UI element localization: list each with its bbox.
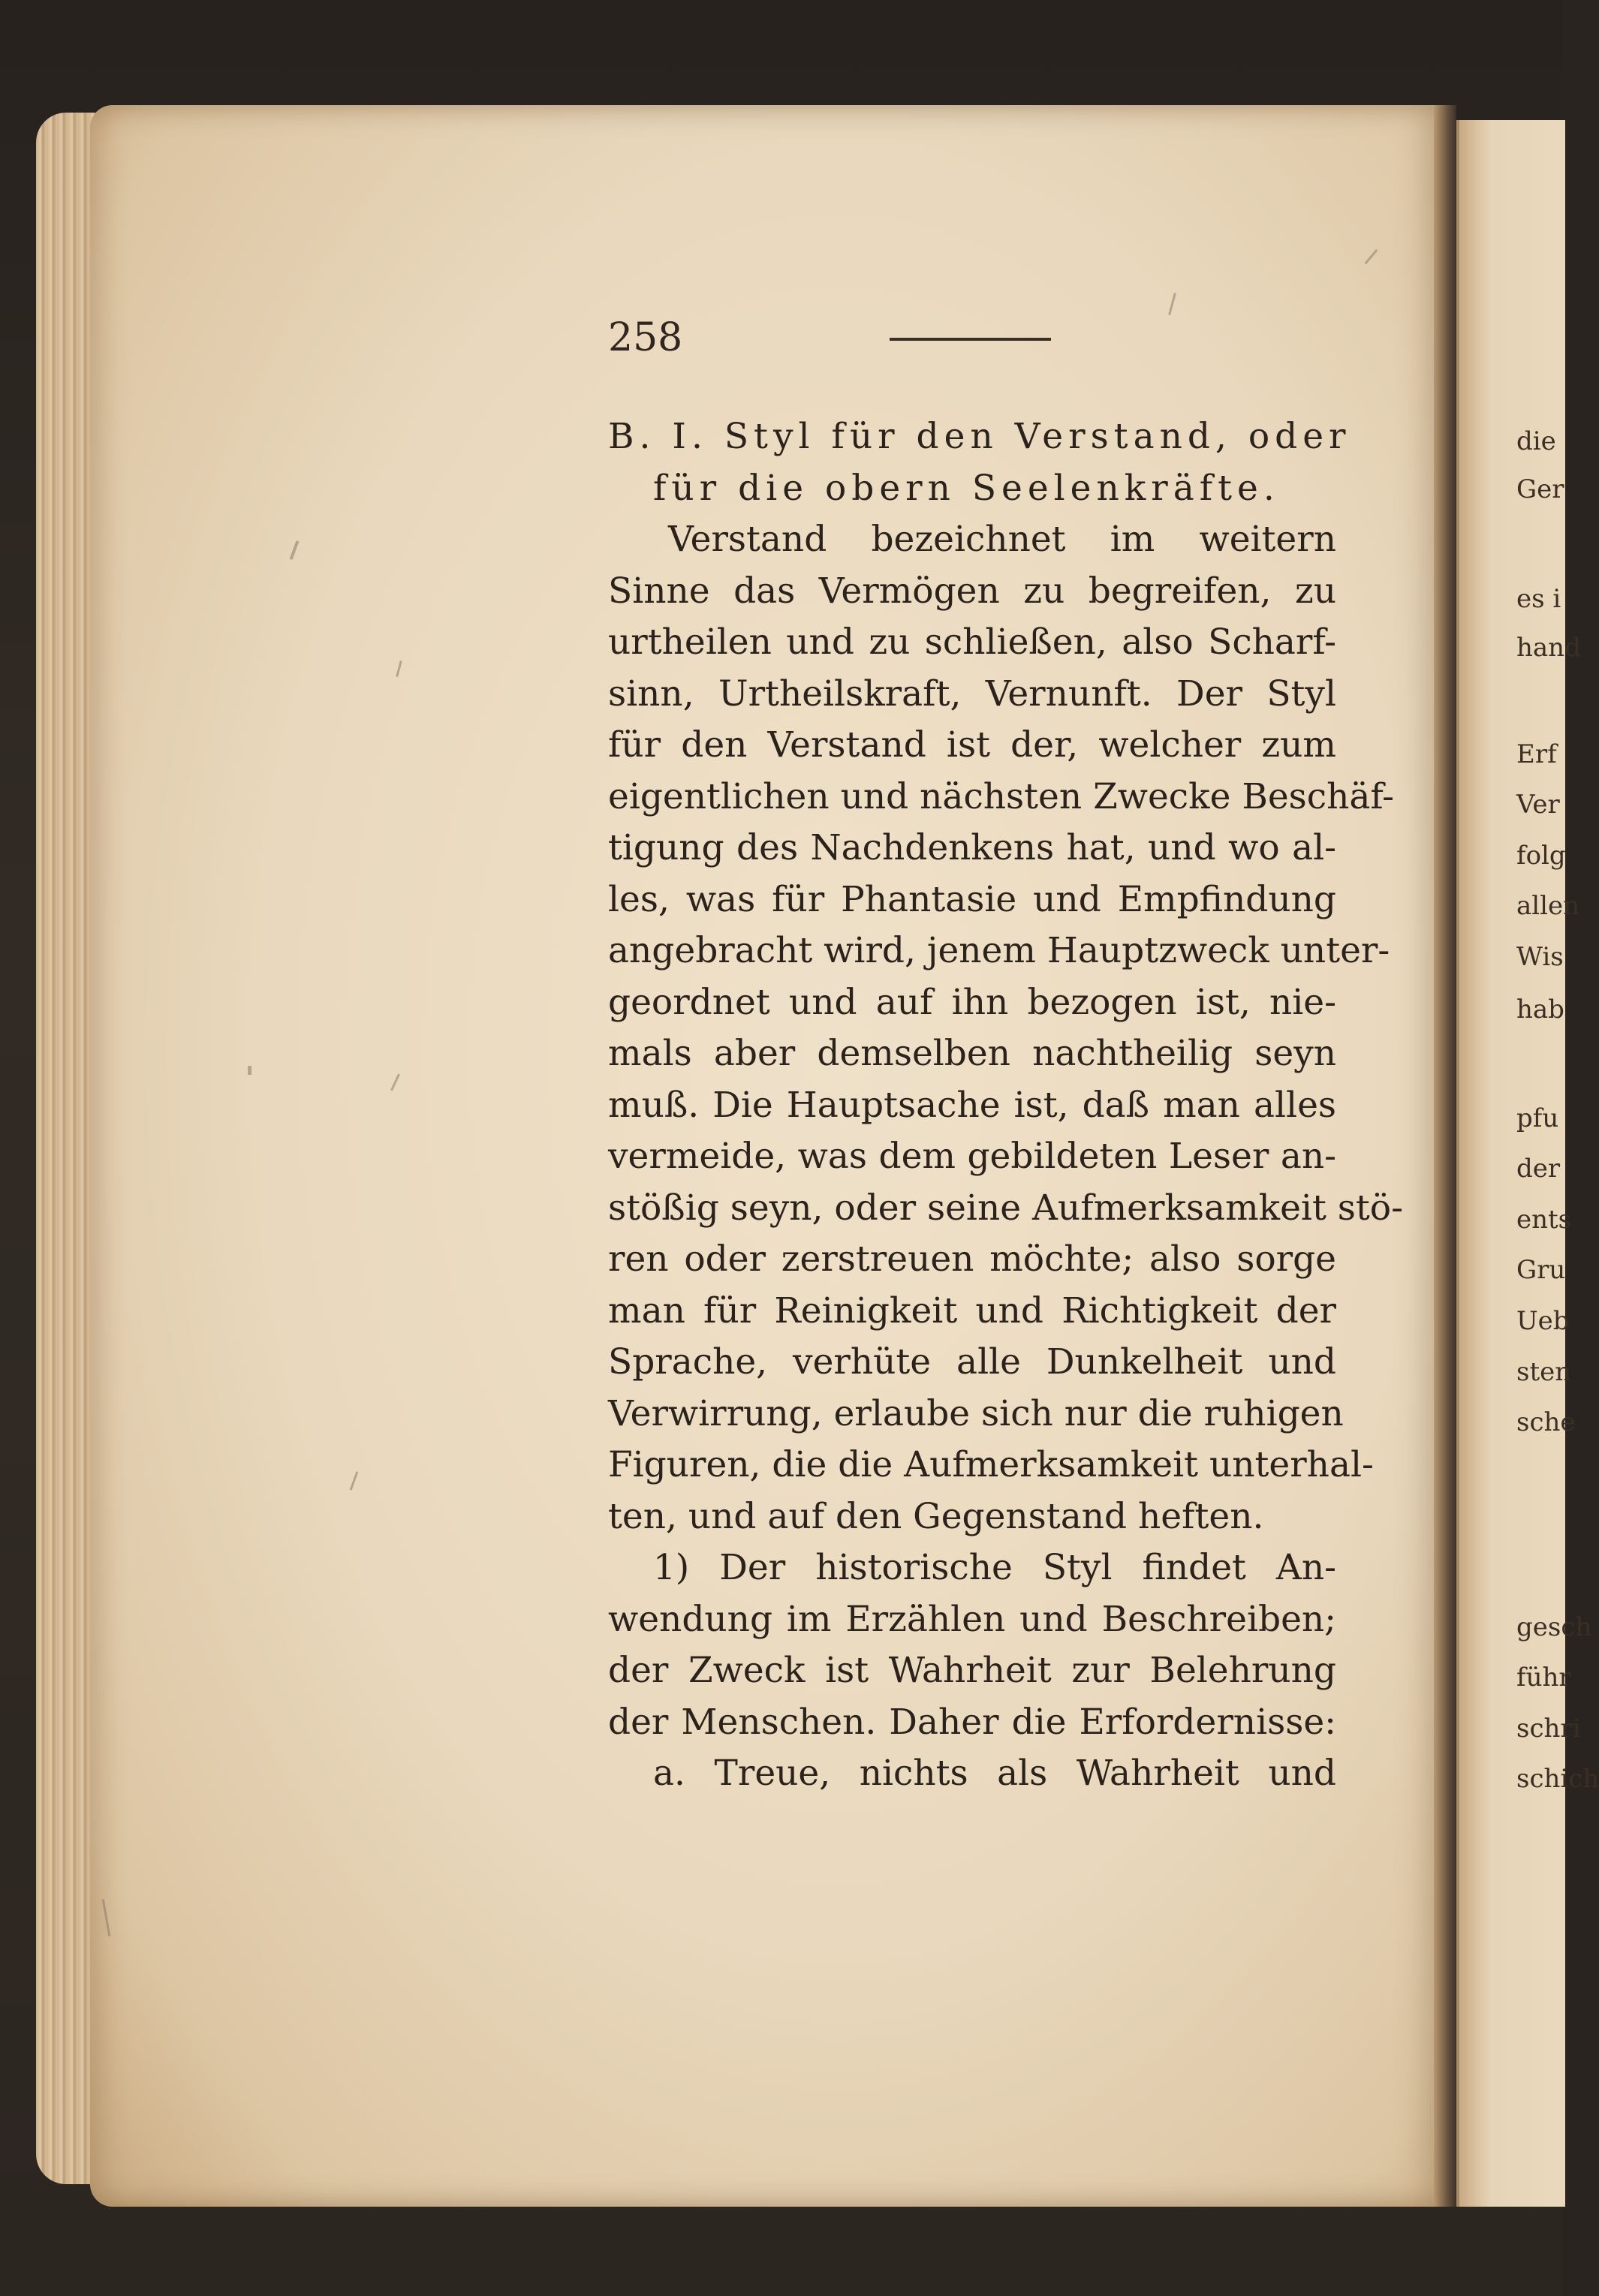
text-line: Sprache, verhüte alle Dunkelheit und <box>608 1341 1336 1383</box>
text-line: ren oder zerstreuen möchte; also sorge <box>608 1238 1336 1280</box>
text-line: Verwirrung, erlaube sich nur die ruhigen <box>608 1392 1344 1434</box>
text-line: Verstand bezeichnet im weitern <box>668 519 1336 560</box>
facing-fragment: ents <box>1516 1205 1572 1235</box>
text-line: der Menschen. Daher die Erfordernisse: <box>608 1701 1336 1743</box>
facing-fragment: folg <box>1516 841 1566 871</box>
paper-speck <box>248 1066 251 1075</box>
text-line: 1) Der historische Styl findet An- <box>653 1547 1336 1588</box>
facing-fragment: sten <box>1516 1357 1572 1387</box>
text-line: vermeide, was dem gebildeten Leser an- <box>608 1136 1336 1177</box>
facing-fragment: Erf <box>1516 739 1557 769</box>
text-line: man für Reinigkeit und Richtigkeit der <box>608 1289 1336 1332</box>
text-line: für den Verstand ist der, welcher zum <box>608 724 1336 766</box>
text-line: urtheilen und zu schließen, also Scharf- <box>608 621 1336 663</box>
page-number: 258 <box>608 315 683 360</box>
section-heading-line: für die obern Seelenkräfte. <box>653 467 1280 509</box>
facing-fragment: hab <box>1516 995 1564 1025</box>
facing-fragment: hand <box>1516 633 1581 663</box>
text-line: Figuren, die die Aufmerksamkeit unterhal- <box>608 1444 1374 1485</box>
text-line: les, was für Phantasie und Empfindung <box>608 878 1336 920</box>
facing-fragment: pfu <box>1516 1103 1559 1133</box>
text-line: der Zweck ist Wahrheit zur Belehrung <box>608 1650 1336 1691</box>
facing-fragment: schich <box>1516 1764 1599 1794</box>
book-gutter <box>1434 105 1456 2207</box>
facing-fragment: schri <box>1516 1714 1581 1744</box>
text-line: geordnet und auf ihn bezogen ist, nie- <box>608 981 1336 1023</box>
text-line: angebracht wird, jenem Hauptzweck unter- <box>608 930 1390 971</box>
text-line: muß. Die Hauptsache ist, daß man alles <box>608 1084 1336 1126</box>
text-line: eigentlichen und nächsten Zwecke Beschäf- <box>608 775 1395 817</box>
facing-fragment: gesch <box>1516 1612 1592 1642</box>
facing-fragment: Gru <box>1516 1255 1566 1285</box>
facing-fragment: Ueb <box>1516 1306 1570 1336</box>
facing-fragment: Ver <box>1516 790 1560 820</box>
facing-fragment: der <box>1516 1154 1561 1184</box>
text-line: mals aber demselben nachtheilig seyn <box>608 1033 1336 1074</box>
text-line: wendung im Erzählen und Beschreiben; <box>608 1598 1336 1640</box>
text-line: tigung des Nachdenkens hat, und wo al- <box>608 827 1336 868</box>
facing-fragment: führ <box>1516 1663 1571 1693</box>
body-text <box>608 411 1403 1800</box>
facing-fragment: allen <box>1516 891 1580 921</box>
section-heading-line: B. I. Styl für den Verstand, oder <box>608 416 1351 457</box>
page-header <box>608 315 1344 375</box>
text-line: sinn, Urtheilskraft, Vernunft. Der Styl <box>608 673 1336 715</box>
facing-fragment: es i <box>1516 584 1561 614</box>
facing-fragment: Ger <box>1516 474 1564 504</box>
facing-fragment: sche <box>1516 1407 1576 1437</box>
text-line: stößig seyn, oder seine Aufmerksamkeit stö- <box>608 1187 1403 1229</box>
text-line: ten, und auf den Gegenstand heften. <box>608 1495 1264 1537</box>
header-rule <box>890 338 1051 341</box>
facing-fragment: Wis <box>1516 942 1564 972</box>
text-line: Sinne das Vermögen zu begreifen, zu <box>608 570 1336 612</box>
facing-fragment: die <box>1516 426 1556 456</box>
text-line: a. Treue, nichts als Wahrheit und <box>653 1753 1336 1794</box>
